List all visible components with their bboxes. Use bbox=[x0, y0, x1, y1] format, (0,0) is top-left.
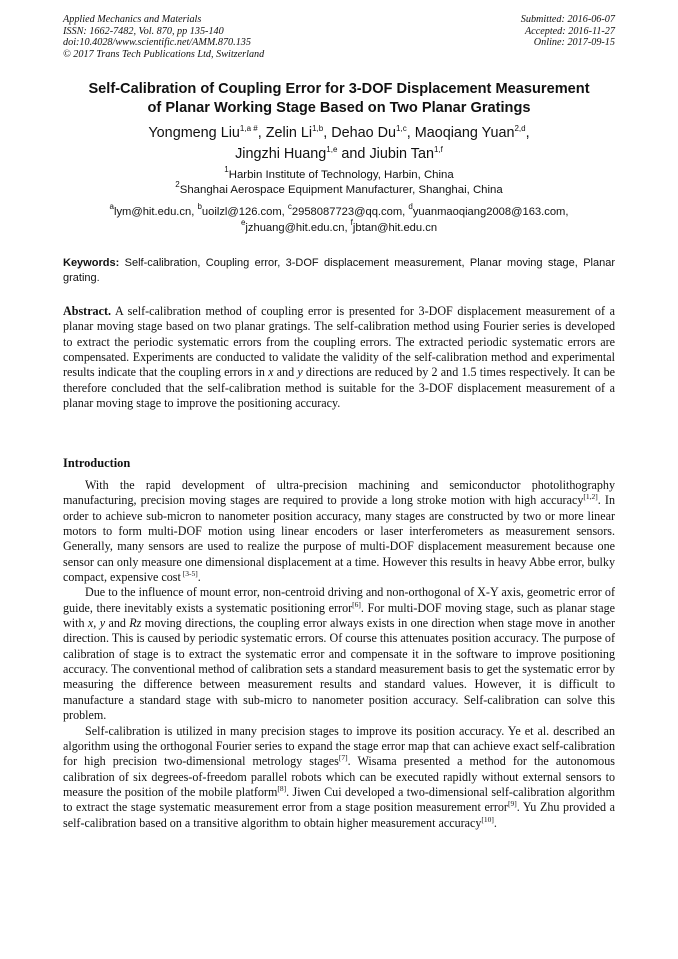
author-name: Jingzhi Huang bbox=[235, 146, 327, 162]
author-superscript: 1,a # bbox=[239, 124, 258, 133]
citation[interactable]: [10] bbox=[481, 814, 494, 824]
paper-title bbox=[40, 80, 638, 118]
online-date: Online: 2017-09-15 bbox=[533, 37, 615, 49]
author-line-2 bbox=[40, 144, 638, 165]
email-line-1: $^a$lym@hit.edu.cn, $^b$uoilzl@126.com, $^c$2958087723@qq.com, $^d$yuanmaoqiang2008@163.com, bbox=[109, 202, 569, 218]
author-name: Yongmeng Liu bbox=[148, 125, 240, 141]
email-line-2: $^e$jzhuang@hit.edu.cn, $^f$jbtan@hit.edu.cn bbox=[240, 217, 438, 234]
email-link[interactable]: jbtan@hit.edu.cn bbox=[352, 221, 438, 234]
affiliations bbox=[40, 165, 638, 198]
author-name: Maoqiang Yuan bbox=[414, 125, 515, 141]
author-superscript: 1,f bbox=[433, 145, 443, 154]
journal-copyright: © 2017 Trans Tech Publications Ltd, Switzerland bbox=[63, 48, 265, 60]
affiliation-2: $^2$Shanghai Aerospace Equipment Manufacturer, Shanghai, China bbox=[175, 180, 503, 196]
author-separator: , bbox=[323, 125, 332, 141]
email-link[interactable]: lym@hit.edu.cn, bbox=[113, 206, 198, 218]
author-name: Dehao Du bbox=[331, 125, 397, 141]
journal-issn: ISSN: 1662-7482, Vol. 870, pp 135-140 bbox=[63, 25, 224, 37]
journal-name: Applied Mechanics and Materials bbox=[63, 14, 202, 25]
author-separator: , bbox=[525, 125, 530, 141]
citation[interactable]: [7] bbox=[338, 753, 348, 763]
abstract-section: Abstract. A self-calibration method of coupling error is presented for 3-DOF displacement measurement of a planar moving stage based on two planar gratings. The self-calibration method using Fourier series is developed to extract the periodic systematic errors from the coupling errors. The extracted periodic systematic errors are compensated. Experiments are conducted to validate the validity of the self-calibration method and experimental results indicate that the coupling errors in x and y directions are reduced by 2 and 1.5 times respectively. It can be therefore concluded that the self-calibration method is suitable for the 3-DOF displacement measurement of a planar moving stage to improve the positioning accuracy. bbox=[63, 304, 615, 411]
keywords-label: Keywords: bbox=[63, 257, 120, 269]
email-link[interactable]: yuanmaoqiang2008@163.com, bbox=[412, 206, 569, 218]
author-superscript: 1,e bbox=[326, 145, 338, 154]
author-line-1 bbox=[40, 123, 638, 144]
paragraph: With the rapid development of ultra-precision machining and semiconductor photolithography manufacturing, precision moving stages are required to provide a long stroke motion with high accuracy[1,2]. In order to achieve sub-micron to nanometer position accuracy, many stages are constructed by two or more linear motors to form multi-DOF motion using linear encoders or laser interferometers as measurement sensors. Generally, many sensors are used to realize the purpose of multi-DOF displacement measurement because one sensor can only measure one dimensional displacement at a time. However this results in heavy Abbe error, bulky compact, expensive cost [3-5]. bbox=[63, 478, 615, 585]
citation[interactable]: [3-5] bbox=[180, 569, 198, 579]
author-separator: , bbox=[257, 125, 266, 141]
author-separator: and bbox=[337, 146, 370, 162]
abstract-label: Abstract. bbox=[63, 304, 112, 318]
title-line-2: of Planar Working Stage Based on Two Planar Gratings bbox=[147, 100, 531, 116]
author-superscript: 1,c bbox=[396, 124, 407, 133]
email-link[interactable]: jzhuang@hit.edu.cn, bbox=[245, 221, 351, 234]
author-name: Jiubin Tan bbox=[369, 146, 434, 162]
author-name: Zelin Li bbox=[265, 125, 313, 141]
author-superscript: 1,b bbox=[312, 124, 324, 133]
keywords-text: Self-calibration, Coupling error, 3-DOF displacement measurement, Planar moving stage, Planar grating. bbox=[63, 257, 615, 284]
title-line-1: Self-Calibration of Coupling Error for 3-DOF Displacement Measurement bbox=[88, 81, 590, 97]
author-superscript: 2,d bbox=[514, 124, 526, 133]
author-list bbox=[40, 123, 638, 165]
paragraph: Self-calibration is utilized in many precision stages to improve its position accuracy. Ye et al. described an algorithm using the orthogonal Fourier series to expand the stage error map that can achieve exact self-calibration for high precision two-dimensional metrology stages[7]. Wisama presented a method for the autonomous calibration of six degrees-of-freedom parallel robots which can be executed rapidly without external sensors to measure the position of the mobile platform[8]. Jiwen Cui developed a two-dimensional self-calibration algorithm to extract the stage systematic measurement error from a stage position measurement error[9]. Yu Zhu provided a self-calibration based on a transitive algorithm to obtain higher measurement accuracy[10]. bbox=[63, 723, 615, 830]
paragraph: Due to the influence of mount error, non-centroid driving and non-orthogonal of X-Y axis, geometric error of guide, there inevitably exists a systematic positioning error[6]. For multi-DOF moving stage, such as planar stage with x, y and Rz moving directions, the coupling error always exists in one direction when stage move in another direction. This is caused by periodic systematic errors. Of course this attenuates position accuracy. The purpose of calibration of stage is to extract the systematic error and compensate it in the software to improve positioning accuracy. The conventional method of calibration sets a standard measurement basis to get the systematic error by measuring the difference between measurement results and standard values. However, it is difficult to manufacture a standard stage with sub-micro to nanometer position accuracy. Self-calibration can solve this problem. bbox=[63, 585, 615, 723]
journal-doi[interactable]: doi:10.4028/www.scientific.net/AMM.870.135 bbox=[63, 37, 251, 49]
citation[interactable]: [9] bbox=[507, 799, 517, 809]
section-heading-introduction: Introduction bbox=[63, 456, 131, 470]
journal-info bbox=[63, 14, 264, 60]
accepted-date: Accepted: 2016-11-27 bbox=[524, 25, 615, 37]
keywords-section bbox=[63, 256, 615, 285]
introduction-body bbox=[63, 478, 615, 831]
citation[interactable]: [6] bbox=[352, 599, 361, 609]
author-emails bbox=[40, 202, 638, 236]
author-separator: , bbox=[406, 125, 415, 141]
citation[interactable]: [1,2] bbox=[583, 492, 598, 502]
email-link[interactable]: 2958087723@qq.com, bbox=[291, 206, 409, 218]
submitted-date: Submitted: 2016-06-07 bbox=[520, 14, 615, 25]
affiliation-1: $^1$Harbin Institute of Technology, Harbin, China bbox=[224, 165, 454, 181]
citation[interactable]: [8] bbox=[277, 783, 287, 793]
email-link[interactable]: uoilzl@126.com, bbox=[201, 206, 288, 218]
submission-dates bbox=[521, 14, 615, 49]
